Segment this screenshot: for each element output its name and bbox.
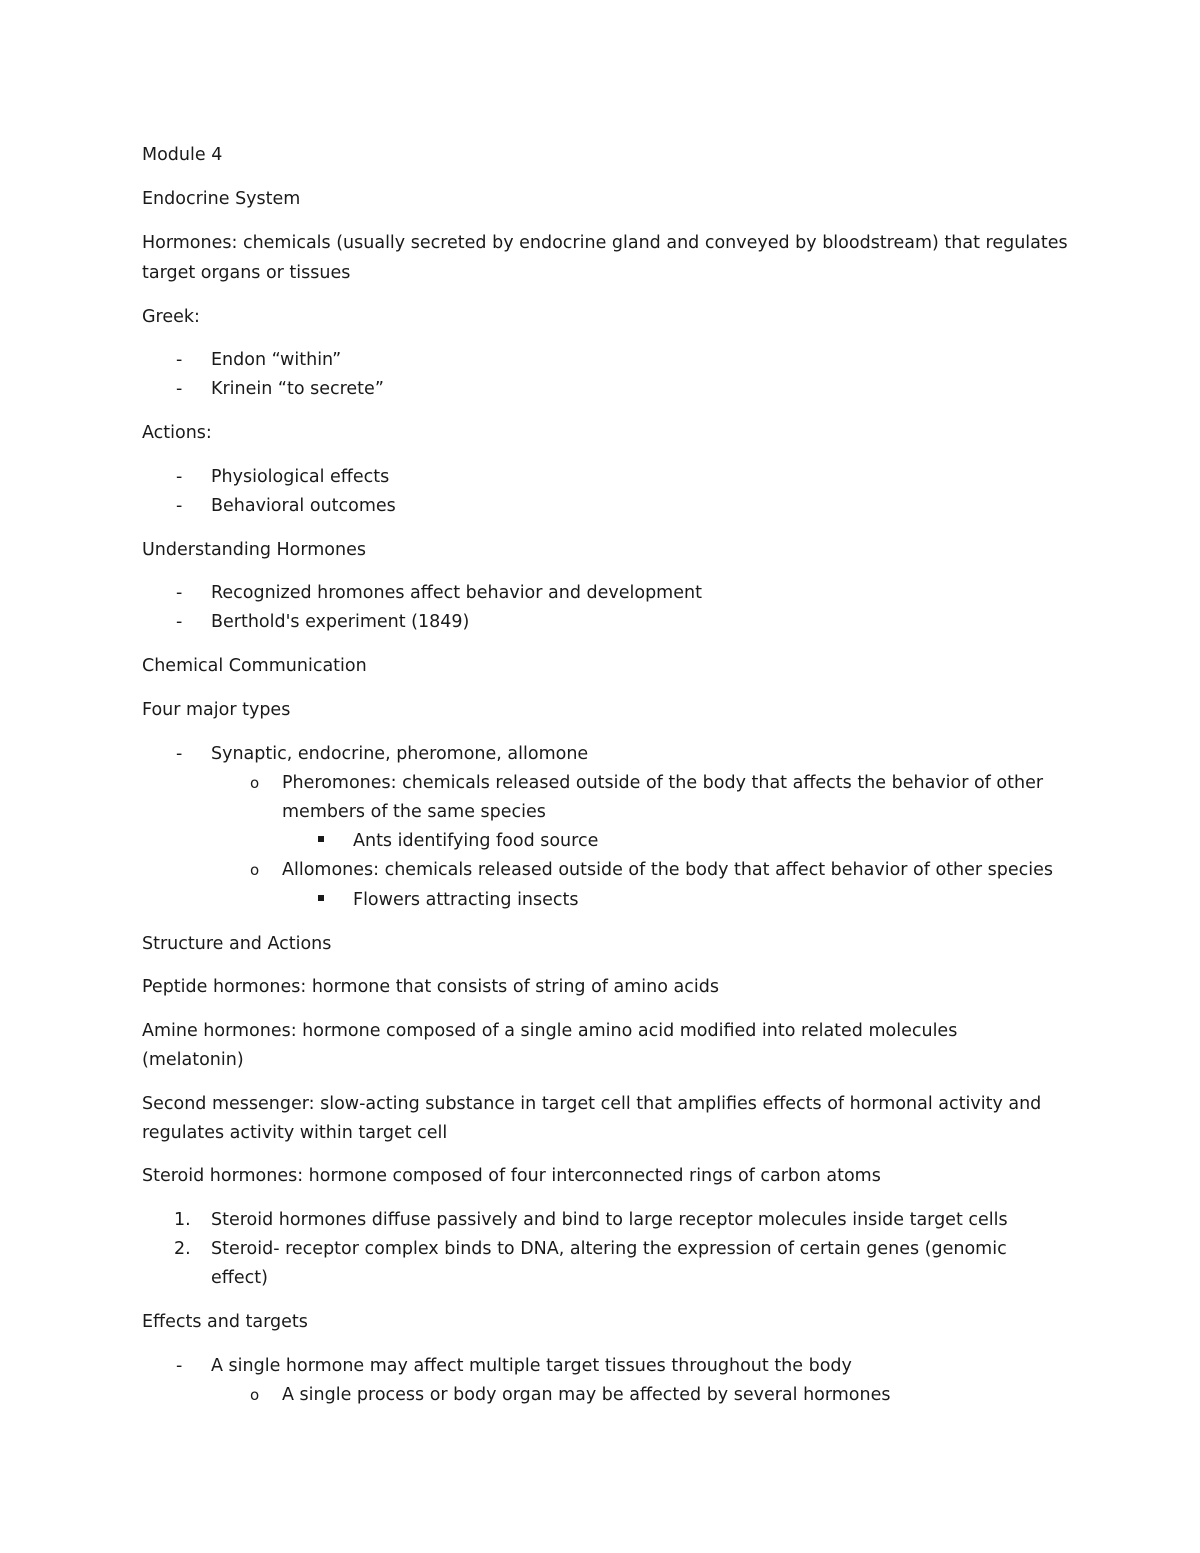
dash-bullet: - xyxy=(176,1356,183,1376)
pheromones-line1: Pheromones: chemicals released outside of the body that affects the behavior of other xyxy=(282,773,1044,793)
dash-bullet: - xyxy=(176,350,183,370)
understanding-heading: Understanding Hormones xyxy=(142,540,366,560)
effects-heading: Effects and targets xyxy=(142,1312,308,1332)
second-messenger-line1: Second messenger: slow-acting substance in target cell that amplifies effects of hormonal activity and xyxy=(142,1094,1042,1114)
dash-bullet: - xyxy=(176,612,183,632)
circle-bullet: o xyxy=(250,861,260,879)
dash-bullet: - xyxy=(176,467,183,487)
pheromones-example: Ants identifying food source xyxy=(353,831,599,851)
dash-bullet: - xyxy=(176,496,183,516)
steroid-step-2-line2: effect) xyxy=(211,1268,268,1288)
peptide-hormones: Peptide hormones: hormone that consists of string of amino acids xyxy=(142,977,719,997)
effects-subitem: A single process or body organ may be affected by several hormones xyxy=(282,1385,891,1405)
actions-item-physiological: Physiological effects xyxy=(211,467,390,487)
amine-hormones-line2: (melatonin) xyxy=(142,1050,244,1070)
section-title: Endocrine System xyxy=(142,189,301,209)
chemical-communication-heading: Chemical Communication xyxy=(142,656,367,676)
steroid-step-1: Steroid hormones diffuse passively and bind to large receptor molecules inside target cells xyxy=(211,1210,1008,1230)
dash-bullet: - xyxy=(176,379,183,399)
allomones-example: Flowers attracting insects xyxy=(353,890,579,910)
understanding-item-berthold: Berthold's experiment (1849) xyxy=(211,612,470,632)
allomones-line1: Allomones: chemicals released outside of the body that affect behavior of other species xyxy=(282,860,1054,880)
greek-item-endon: Endon “within” xyxy=(211,350,342,370)
actions-heading: Actions: xyxy=(142,423,212,443)
structure-heading: Structure and Actions xyxy=(142,934,332,954)
square-bullet xyxy=(318,836,324,842)
second-messenger-line2: regulates activity within target cell xyxy=(142,1123,448,1143)
effects-item: A single hormone may affect multiple target tissues throughout the body xyxy=(211,1356,852,1376)
square-bullet xyxy=(318,895,324,901)
dash-bullet: - xyxy=(176,744,183,764)
module-title: Module 4 xyxy=(142,145,223,165)
list-number: 2. xyxy=(174,1239,191,1259)
understanding-item-recognized: Recognized hromones affect behavior and development xyxy=(211,583,702,603)
hormones-definition-line1: Hormones: chemicals (usually secreted by endocrine gland and conveyed by bloodstream) that regulates xyxy=(142,233,1068,253)
circle-bullet: o xyxy=(250,774,260,792)
list-number: 1. xyxy=(174,1210,191,1230)
steroid-step-2-line1: Steroid- receptor complex binds to DNA, altering the expression of certain genes (genomic xyxy=(211,1239,1007,1259)
four-types-item: Synaptic, endocrine, pheromone, allomone xyxy=(211,744,589,764)
circle-bullet: o xyxy=(250,1386,260,1404)
pheromones-line2: members of the same species xyxy=(282,802,546,822)
actions-item-behavioral: Behavioral outcomes xyxy=(211,496,396,516)
dash-bullet: - xyxy=(176,583,183,603)
four-major-types-heading: Four major types xyxy=(142,700,291,720)
greek-item-krinein: Krinein “to secrete” xyxy=(211,379,384,399)
steroid-hormones: Steroid hormones: hormone composed of four interconnected rings of carbon atoms xyxy=(142,1166,881,1186)
amine-hormones-line1: Amine hormones: hormone composed of a single amino acid modified into related molecules xyxy=(142,1021,958,1041)
greek-heading: Greek: xyxy=(142,307,200,327)
hormones-definition-line2: target organs or tissues xyxy=(142,263,351,283)
